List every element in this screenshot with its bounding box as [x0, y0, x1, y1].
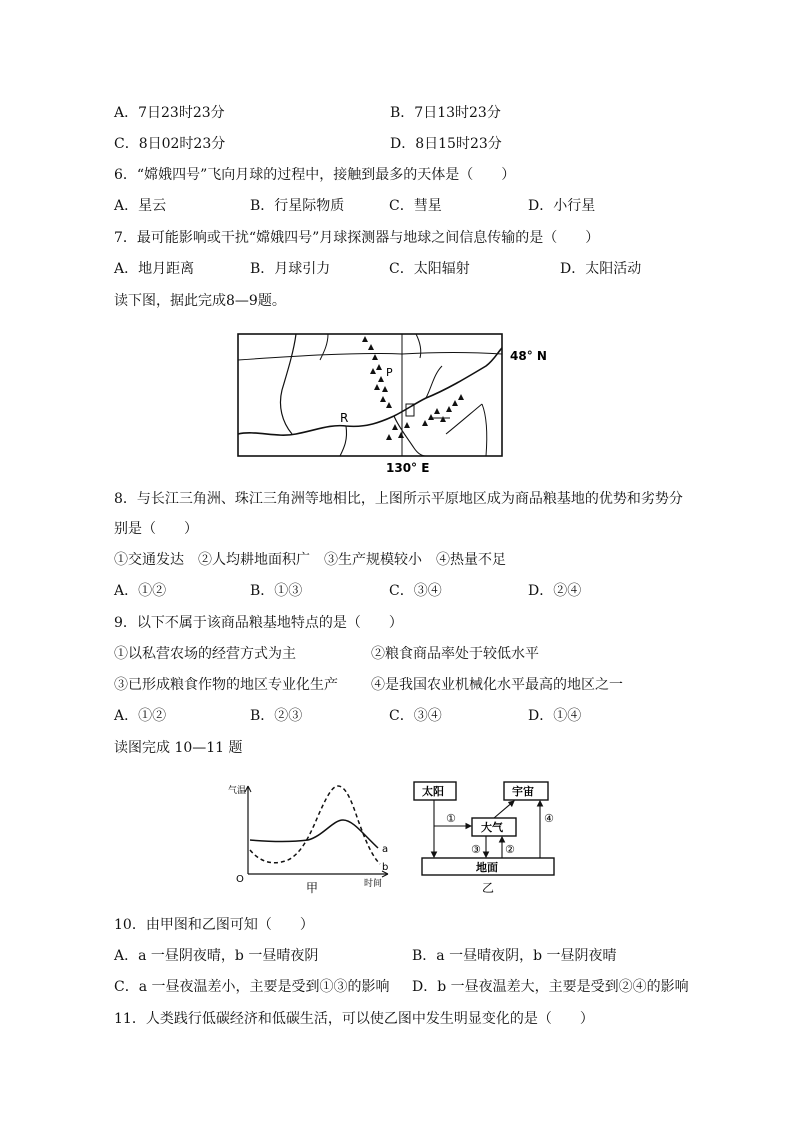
q8-items: ①交通发达 ②人均耕地面积广 ③生产规模较小 ④热量不足	[114, 552, 506, 568]
q11-stem: 11．人类践行低碳经济和低碳生活，可以使乙图中发生明显变化的是（ ）	[114, 1011, 594, 1027]
figure-jia-temperature-curves	[228, 780, 398, 898]
sun-label: 太阳	[422, 785, 444, 798]
q8-stem-line2: 别是（ ）	[114, 521, 198, 537]
q6-option-a: A．星云	[114, 198, 167, 214]
atmosphere-label: 大气	[481, 821, 503, 834]
q10-stem: 10．由甲图和乙图可知（ ）	[114, 917, 314, 933]
q9-item-3: ③已形成粮食作物的地区专业化生产	[114, 677, 338, 693]
yi-caption: 乙	[482, 881, 495, 895]
q5-option-c: C．8日02时23分	[114, 136, 226, 152]
jia-label-b: b	[382, 862, 389, 873]
map-label-p: P	[386, 366, 393, 379]
jia-label-a: a	[382, 844, 389, 855]
q8-option-a: A．①②	[114, 583, 167, 599]
q9-item-1: ①以私营农场的经营方式为主	[114, 646, 296, 662]
q6-option-b: B．行星际物质	[250, 198, 345, 214]
q10-option-d: D．b 一昼夜温差大，主要是受到②④的影响	[412, 979, 689, 995]
curve-b	[250, 786, 380, 864]
map-lon-label: 130° E	[386, 461, 430, 475]
q10-option-a: A．a 一昼阴夜晴，b 一昼晴夜阴	[114, 948, 319, 964]
arrow-1-label: ①	[446, 812, 456, 825]
q9-option-b: B．②③	[250, 708, 303, 724]
q8-option-c: C．③④	[389, 583, 442, 599]
q7-option-d: D．太阳活动	[560, 261, 642, 277]
space-label: 宇宙	[512, 785, 534, 798]
arrow-3-label: ③	[471, 843, 481, 856]
q9-option-c: C．③④	[389, 708, 442, 724]
ground-label: 地面	[476, 861, 498, 874]
arrow-4-label: ④	[544, 812, 554, 825]
q7-option-b: B．月球引力	[250, 261, 331, 277]
jia-origin: O	[236, 874, 244, 885]
q10-option-c: C．a 一昼夜温差小，主要是受到①③的影响	[114, 979, 390, 995]
q8-stem-line1: 8．与长江三角洲、珠江三角洲等地相比，上图所示平原地区成为商品粮基地的优势和劣势分	[114, 491, 683, 507]
q9-option-d: D．①④	[528, 708, 582, 724]
jia-caption: 甲	[306, 881, 319, 895]
q7-option-a: A．地月距离	[114, 261, 195, 277]
jia-y-axis-label: 气温	[228, 786, 247, 796]
q6-option-c: C．彗星	[389, 198, 442, 214]
intro-10-11: 读图完成 10—11 题	[114, 740, 243, 756]
map-lat-label: 48° N	[510, 349, 547, 363]
q7-stem: 7．最可能影响或干扰“嫦娥四号”月球探测器与地球之间信息传输的是（ ）	[114, 230, 600, 246]
arrow-2-label: ②	[505, 843, 515, 856]
q5-option-b: B．7日13时23分	[390, 105, 501, 121]
q6-stem: 6．“嫦娥四号”飞向月球的过程中，接触到最多的天体是（ ）	[114, 167, 516, 183]
map-label-r: R	[340, 411, 349, 425]
q6-option-d: D．小行星	[528, 198, 596, 214]
q5-option-a: A．7日23时23分	[114, 105, 225, 121]
q8-option-b: B．①③	[250, 583, 303, 599]
q9-item-4: ④是我国农业机械化水平最高的地区之一	[371, 677, 623, 693]
q9-option-a: A．①②	[114, 708, 167, 724]
q8-option-d: D．②④	[528, 583, 582, 599]
figure-yi-heat-diagram	[408, 778, 568, 898]
q5-option-d: D．8日15时23分	[390, 136, 502, 152]
q9-stem: 9．以下不属于该商品粮基地特点的是（ ）	[114, 615, 403, 631]
q9-item-2: ②粮食商品率处于较低水平	[371, 646, 539, 662]
q7-option-c: C．太阳辐射	[389, 261, 470, 277]
jia-x-axis-label: 时间	[364, 879, 383, 889]
northeast-plain-map	[236, 330, 556, 478]
intro-8-9: 读下图，据此完成8—9题。	[114, 293, 286, 309]
q10-option-b: B．a 一昼晴夜阴，b 一昼阴夜晴	[412, 948, 617, 964]
